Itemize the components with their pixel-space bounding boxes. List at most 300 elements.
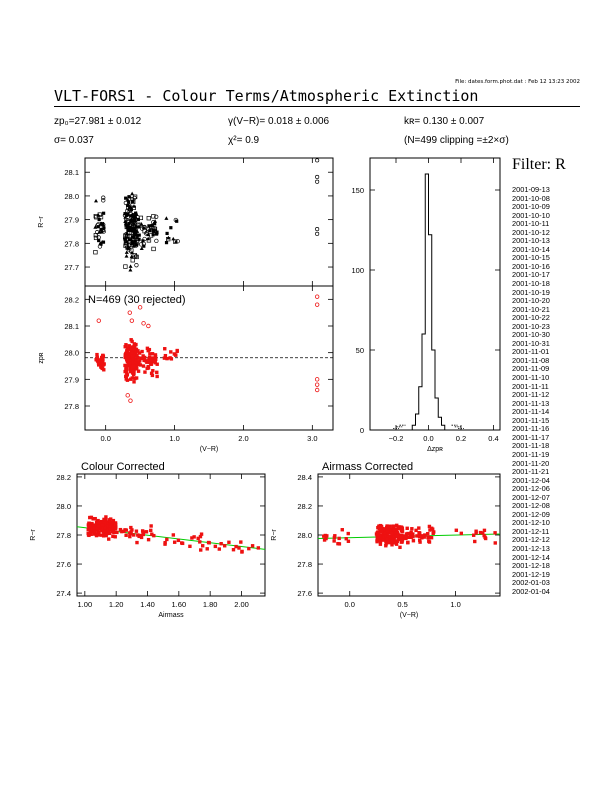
data-point [135,263,139,267]
y-tick-label: 28.0 [64,348,79,358]
data-point [135,366,138,369]
data-point [109,517,112,520]
x-tick-label: 0.4 [488,434,499,443]
data-point [214,545,217,548]
data-point [146,349,149,352]
y-tick-label: 28.0 [297,531,312,540]
data-point [132,380,135,383]
data-point [131,345,134,348]
data-point [101,367,104,370]
outlier-point [315,180,318,183]
data-point [151,352,154,355]
data-point [134,212,137,215]
data-point [124,534,127,537]
data-point [163,347,166,350]
data-point [395,524,398,527]
sigma-stat: σ= 0.037 [54,135,94,146]
data-point [137,370,140,373]
rejected-point [130,319,134,323]
x-tick-label: 1.60 [171,600,187,609]
rejected-point [142,322,146,326]
data-point [155,232,158,235]
data-point [148,356,151,359]
data-point [103,526,106,529]
data-point [131,357,134,360]
x-tick-label: 2.0 [238,434,249,443]
dzp-histogram-plot [370,158,500,430]
data-point [131,236,134,239]
date-item: 2001-10-31 [512,338,550,348]
data-point [128,268,132,272]
x-tick-label: 2.00 [234,600,249,609]
histogram-bars [370,174,500,430]
rejection-annotation: N=469 (30 rejected) [88,294,186,306]
data-point [125,351,128,354]
data-point [102,355,105,358]
rejected-point [315,378,319,382]
date-item: 2001-12-14 [512,552,550,562]
date-item: 2001-12-09 [512,509,550,519]
data-point [136,349,139,352]
data-point [493,531,496,534]
data-point [101,196,105,200]
y-tick-label: 150 [351,186,364,195]
y-tick-label: 27.4 [56,589,71,599]
date-item: 2001-11-19 [512,449,550,459]
plot-frame [85,158,333,286]
x-axis-label: Δzpʀ [427,446,443,453]
file-info: File: dates.form.phot.dat : Feb 12 13:23 2002 [455,79,580,85]
data-point [132,365,135,368]
data-point [412,539,415,542]
data-point [418,531,421,534]
data-point [394,541,397,544]
data-point [135,541,138,544]
date-item: 2001-10-19 [512,287,550,297]
x-tick-label: 0.0 [344,600,355,609]
x-tick-label: 0.5 [397,600,408,609]
data-point [125,364,128,367]
rejected-point [138,306,142,310]
date-item: 2001-10-15 [512,253,550,263]
data-point [96,356,99,359]
date-item: 2001-10-21 [512,304,550,314]
data-point [333,534,336,537]
data-point [107,537,110,540]
y-axis-label: zpʀ [38,352,45,364]
data-point [347,540,350,543]
date-item: 2001-12-18 [512,561,550,571]
data-point [131,258,135,262]
data-point [387,525,390,528]
outlier-point [315,232,318,235]
y-tick-label: 28.2 [64,295,79,305]
date-item: 2001-10-20 [512,296,550,306]
y-tick-label: 27.8 [64,239,79,249]
date-item: 2001-12-13 [512,543,550,553]
date-item: 2001-11-14 [512,407,550,417]
date-item: 2001-12-10 [512,518,550,528]
rejected-point [315,383,319,387]
data-point [149,524,152,527]
data-point [135,234,138,237]
data-point [147,366,150,369]
date-item: 2001-11-17 [512,432,550,442]
data-point [97,363,100,366]
y-tick-label: 27.8 [64,402,79,411]
date-item: 2001-10-30 [512,330,550,340]
data-point [164,216,168,220]
y-tick-label: 28.1 [64,168,79,178]
data-point [165,538,168,541]
data-point [426,532,429,535]
data-point [175,350,178,353]
data-point [132,533,135,536]
rejected-point [126,394,130,398]
data-point [406,541,409,544]
data-point [392,524,395,527]
rejected-point [128,311,132,315]
data-point [92,526,95,529]
data-point [341,528,344,531]
date-item: 2002-01-03 [512,578,550,588]
data-point [137,225,140,228]
data-point [119,528,122,531]
date-item: 2001-10-14 [512,244,550,254]
data-point [431,532,434,535]
y-tick-label: 27.7 [64,263,79,273]
data-point [337,537,340,540]
date-item: 2001-10-09 [512,202,550,212]
y-axis-label: R−r [30,529,37,541]
data-point [101,523,104,526]
date-item: 2001-12-11 [512,526,550,536]
data-point [168,356,171,359]
page-title: VLT-FORS1 - Colour Terms/Atmospheric Extinction [54,87,479,105]
date-item: 2001-11-20 [512,458,550,468]
data-point [384,542,387,545]
data-point [460,532,463,535]
data-point [88,516,91,519]
rejected-point [315,303,319,307]
data-point [155,375,158,378]
data-point [94,199,98,203]
x-tick-label: 0.2 [455,434,467,443]
data-point [323,538,326,541]
date-item: 2001-12-04 [512,475,550,485]
data-point [95,534,98,537]
x-tick-label: 1.0 [450,600,461,609]
date-item: 2001-10-18 [512,279,550,289]
date-item: 2001-10-22 [512,313,550,323]
data-point [240,550,243,553]
data-point [171,237,175,241]
data-point [180,541,183,544]
data-point [124,343,127,346]
date-item: 2001-12-08 [512,501,550,511]
data-point [163,541,166,544]
data-point [129,526,132,529]
x-axis-label: (V−R) [199,446,219,453]
date-item: 2001-12-12 [512,535,550,545]
data-point [391,540,394,543]
y-tick-label: 28.2 [297,501,312,511]
data-point [257,546,260,549]
x-axis-label: (V−R) [399,612,419,619]
data-point [379,540,382,543]
x-tick-label: 1.00 [77,600,93,609]
data-point [232,548,235,551]
date-item: 2001-11-18 [512,441,550,451]
data-point [190,536,193,539]
data-point [406,527,409,530]
data-point [165,232,168,235]
data-point [427,535,430,538]
data-point [386,529,389,532]
date-item: 2001-10-08 [512,193,550,203]
y-tick-label: 27.9 [64,375,79,385]
data-point [481,531,484,534]
data-point [206,547,209,550]
data-point [385,537,388,540]
data-point [347,532,350,535]
data-point [108,527,111,530]
data-point [124,197,127,200]
data-point [125,528,128,531]
data-point [135,529,138,532]
date-item: 2001-11-13 [512,398,550,408]
data-point [473,540,476,543]
y-tick-label: 100 [351,266,364,275]
data-point [472,534,475,537]
data-point [418,535,421,538]
data-point [129,264,133,268]
outlier-point [315,227,318,230]
y-tick-label: 28.1 [64,322,79,331]
data-point [128,535,131,538]
data-point [338,542,341,545]
data-point [102,363,105,366]
data-point [414,529,417,532]
data-point [408,533,411,536]
rejected-point [97,319,101,323]
data-point [134,343,137,346]
data-point [392,528,395,531]
data-point [131,376,134,379]
data-point [136,356,139,359]
data-point [237,546,240,549]
data-point [164,354,167,357]
colour-term-stat: γ(V−R)= 0.018 ± 0.006 [228,116,330,127]
data-point [430,536,433,539]
date-item: 2001-11-11 [512,381,549,391]
y-axis-label: R−r [38,216,45,228]
data-point [152,247,156,251]
zero-point-stat: zp₀=27.981 ± 0.012 [54,116,142,127]
data-point [124,375,127,378]
data-point [332,539,335,542]
data-point [114,526,117,529]
date-item: 2001-09-13 [512,185,550,194]
data-point [494,541,497,544]
date-item: 2001-10-16 [512,261,550,271]
data-point [153,359,156,362]
date-item: 2002-01-04 [512,586,550,596]
rr-vs-vr-plot [38,158,333,286]
data-point [137,535,140,538]
data-point [395,534,398,537]
x-tick-label: −0.2 [388,434,404,443]
plot-title: Airmass Corrected [322,461,414,473]
data-point [142,364,145,367]
x-tick-label: 1.40 [140,600,155,609]
data-point [97,239,100,242]
rejected-point [315,295,319,299]
date-item: 2001-11-09 [512,364,550,374]
rejected-point [129,399,133,403]
data-point [455,529,458,532]
y-tick-label: 28.2 [56,472,71,482]
date-item: 2001-10-23 [512,321,550,331]
filter-label: Filter: R [512,156,566,173]
data-point [169,350,172,353]
date-item: 2001-10-10 [512,210,550,220]
data-point [169,226,172,229]
data-point [239,540,242,543]
data-point [430,527,433,530]
data-point [218,547,221,550]
data-point [125,254,129,258]
data-point [126,229,129,232]
data-point [155,239,159,243]
data-point [418,538,421,541]
x-tick-label: 0.0 [100,434,111,443]
data-point [201,544,204,547]
date-item: 2001-10-13 [512,236,550,246]
data-point [377,526,380,529]
data-point [94,517,97,520]
data-point [127,200,130,203]
date-item: 2001-10-11 [512,219,550,229]
data-point [130,192,134,196]
date-item: 2001-11-01 [512,347,550,357]
data-point [223,544,226,547]
data-point [141,531,144,534]
data-point [137,238,140,241]
data-point [114,523,117,526]
data-point [143,370,146,373]
data-point [247,547,250,550]
x-axis-label: Airmass [158,612,184,619]
data-point [153,222,156,225]
data-point [126,358,129,361]
data-point [105,532,108,535]
y-tick-label: 27.8 [297,560,312,570]
data-point [130,208,133,211]
data-point [102,226,105,229]
data-point [141,239,144,242]
data-point [174,353,177,356]
data-point [150,372,153,375]
zp-vs-vr-plot [38,286,333,430]
date-item: 2001-11-15 [512,415,550,425]
data-point [126,348,129,351]
data-point [135,376,138,379]
data-point [115,531,118,534]
date-item: 2001-11-10 [512,373,550,383]
data-point [403,534,406,537]
data-point [410,527,413,530]
data-point [128,531,131,534]
y-tick-label: 27.8 [56,531,71,540]
data-point [172,533,175,536]
rejected-point [147,324,151,328]
data-point [427,540,430,543]
data-point [147,538,150,541]
data-point [94,250,98,254]
data-point [377,537,380,540]
data-point [380,530,383,533]
data-point [234,545,237,548]
data-point [145,530,148,533]
data-point [124,265,128,269]
data-point [127,222,130,225]
data-point [150,363,153,366]
data-point [177,539,180,542]
data-point [227,541,230,544]
date-item: 2001-11-16 [512,424,550,434]
y-axis-label: R−r [271,529,278,541]
data-point [131,371,134,374]
data-point [154,353,157,356]
date-item: 2001-11-21 [512,467,550,477]
data-point [173,541,176,544]
data-point [399,536,402,539]
y-tick-label: 27.6 [297,589,312,599]
data-point [155,371,158,374]
x-tick-label: 3.0 [307,434,318,443]
data-point [251,544,254,547]
clipping-stat: (N=499 clipping =±2×σ) [404,135,509,146]
data-point [150,533,153,536]
data-point [147,216,151,220]
data-point [125,368,128,371]
data-point [101,358,104,361]
extinction-stat: kʀ= 0.130 ± 0.007 [404,116,485,127]
x-tick-label: 1.0 [169,434,180,443]
data-point [140,350,143,353]
plot-title: Colour Corrected [81,461,165,473]
data-point [474,530,477,533]
date-item: 2001-12-06 [512,484,550,494]
data-point [88,524,91,527]
y-tick-label: 28.0 [64,191,79,201]
data-point [208,541,211,544]
data-point [123,212,126,215]
data-point [102,212,105,215]
data-point [199,535,202,538]
y-tick-label: 28.4 [297,472,312,482]
date-item: 2001-12-07 [512,492,550,502]
x-tick-label: 1.20 [108,600,124,609]
date-item: 2001-10-12 [512,227,550,237]
y-tick-label: 27.6 [56,560,71,570]
date-item: 2001-11-12 [512,390,550,400]
date-item: 2001-10-17 [512,270,550,280]
data-point [149,529,152,532]
x-tick-label: 1.80 [202,600,218,609]
data-point [400,527,403,530]
